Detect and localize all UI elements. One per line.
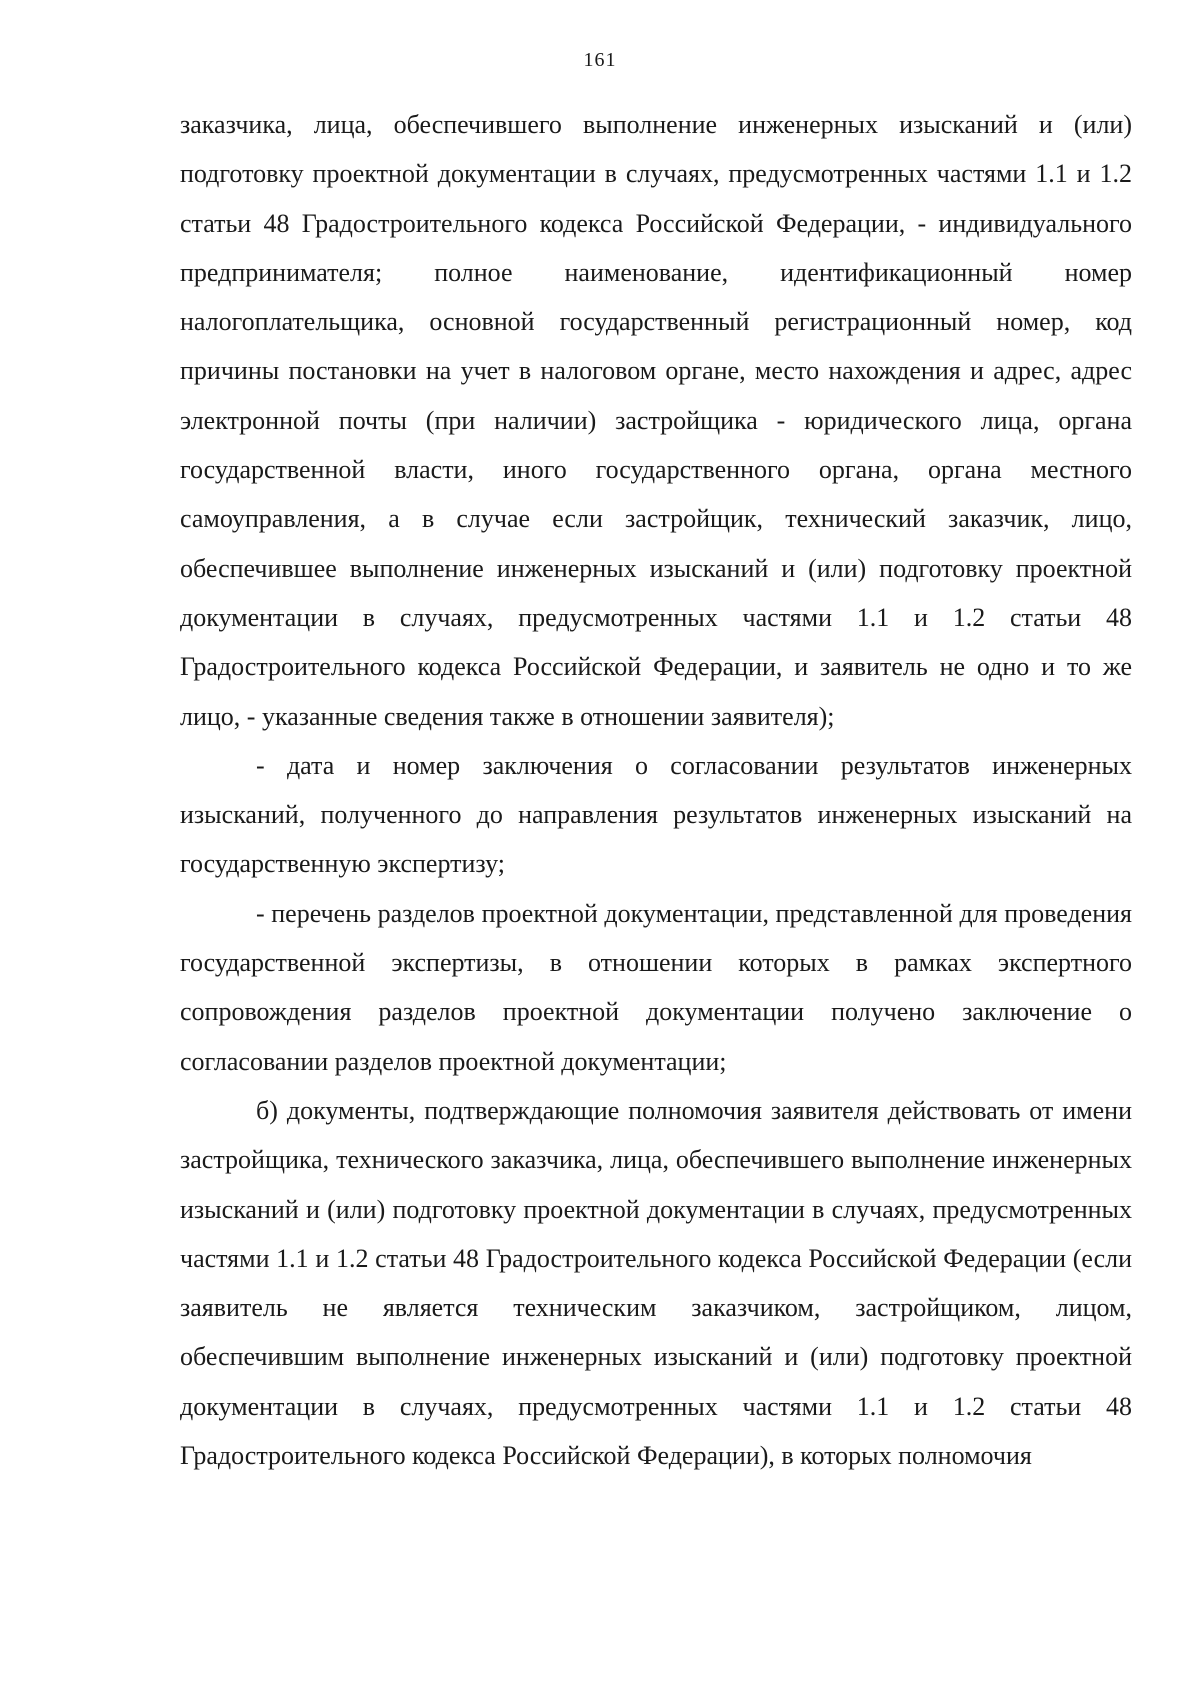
paragraph-item-b: б) документы, подтверждающие полномочия заявителя действовать от имени застройщика, технического заказчика, лица, обеспечившего выполнение инженерных изысканий и (или) подготовку проектной документации в случаях, предусмотренных частями 1.1 и 1.2 статьи 48 Градостроительного кодекса Российской Федерации (если заявитель не является техническим заказчиком, застройщиком, лицом, обеспечившим выполнение инженерных изысканий и (или) подготовку проектной документации в случаях, предусмотренных частями 1.1 и 1.2 статьи 48 Градостроительного кодекса Российской Федерации), в которых полномочия <box>180 1095 1132 1471</box>
page-number: 161 <box>583 49 617 71</box>
document-body <box>180 100 1132 1480</box>
paragraph-continuation: заказчика, лица, обеспечившего выполнение инженерных изысканий и (или) подготовку проектной документации в случаях, предусмотренных частями 1.1 и 1.2 статьи 48 Градостроительного кодекса Российской Федерации, - индивидуального предпринимателя; полное наименование, идентификационный номер налогоплательщика, основной государственный регистрационный номер, код причины постановки на учет в налоговом органе, место нахождения и адрес, адрес электронной почты (при наличии) застройщика - юридического лица, органа государственной власти, иного государственного органа, органа местного самоуправления, а в случае если застройщик, технический заказчик, лицо, обеспечившее выполнение инженерных изысканий и (или) подготовку проектной документации в случаях, предусмотренных частями 1.1 и 1.2 статьи 48 Градостроительного кодекса Российской Федерации, и заявитель не одно и то же лицо, - указанные сведения также в отношении заявителя); <box>180 110 1132 731</box>
paragraph-sections-list: - перечень разделов проектной документации, представленной для проведения государственной экспертизы, в отношении которых в рамках экспертного сопровождения разделов проектной документации получено заключение о согласовании разделов проектной документации; <box>180 898 1132 1076</box>
paragraph-conclusion-date: - дата и номер заключения о согласовании результатов инженерных изысканий, полученного до направления результатов инженерных изысканий на государственную экспертизу; <box>180 750 1132 879</box>
